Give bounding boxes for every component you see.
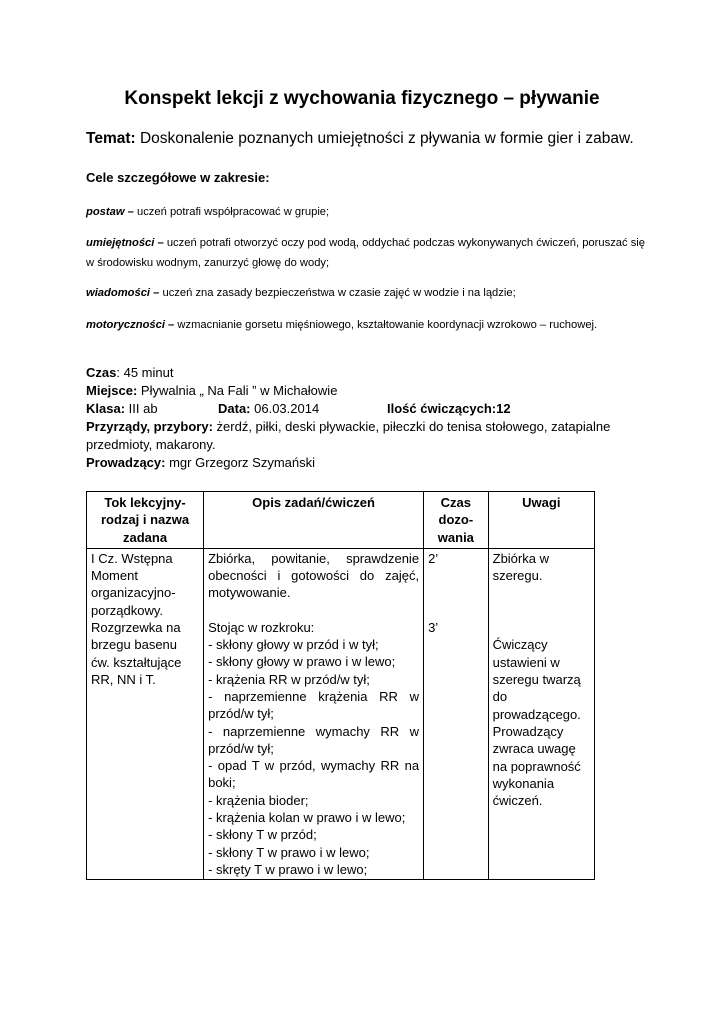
goal-key: wiadomości – — [86, 287, 160, 299]
place-label: Miejsce: — [86, 383, 138, 398]
class-value: III ab — [125, 401, 158, 416]
time-value: : 45 minut — [116, 365, 174, 380]
count-label: Ilość ćwiczących:12 — [387, 401, 511, 416]
goal-key: motoryczności – — [86, 319, 175, 331]
document-title: Konspekt lekcji z wychowania fizycznego – pływanie — [124, 88, 600, 109]
remarks-cell — [488, 548, 594, 879]
exercise-item: - opad T w przód, wymachy RR na boki; — [208, 758, 420, 791]
time-label: Czas — [86, 365, 117, 380]
exercise-item: - skręty T w prawo i w lewo; — [208, 861, 368, 877]
exercise-item: - krążenia bioder; — [208, 792, 309, 808]
teacher-label: Prowadzący: — [86, 455, 166, 470]
exercise-item: - krążenia kolan w prawo i w lewo; — [208, 810, 406, 826]
header-stage: Tok lekcyjny-rodzaj i nazwa zadana — [87, 492, 204, 549]
goal-knowledge — [86, 283, 646, 303]
exercise-item: - naprzemienne krążenia RR w przód/w tył; — [208, 688, 420, 722]
date-label: Data: — [218, 401, 251, 416]
info-teacher — [86, 454, 656, 472]
exercise-item: - naprzemienne wymachy RR w przód/w tył; — [208, 723, 420, 756]
stage-cell — [87, 548, 204, 879]
exercise-item: - skłony głowy w prawo i w lewo; — [208, 654, 396, 670]
remark-2: Ćwiczący ustawieni w szeregu twarzą do prowadzącego. Prowadzący zwraca uwagę na poprawność wykonania ćwiczeń. — [492, 637, 581, 809]
exercise-item: - skłony głowy w przód i w tył; — [208, 637, 379, 653]
remark-1: Zbiórka w szeregu. — [492, 550, 549, 584]
info-time — [86, 364, 656, 382]
lesson-topic — [86, 130, 686, 148]
header-description: Opis zadań/ćwiczeń — [204, 492, 424, 549]
goals-heading: Cele szczegółowe w zakresie: — [86, 170, 270, 185]
goal-key: umiejętności – — [86, 237, 164, 249]
class-cell — [86, 401, 158, 416]
goal-text: uczeń potrafi współpracować w grupie; — [136, 206, 330, 218]
time-2: 3’ — [428, 620, 439, 636]
place-value: Pływalnia „ Na Fali ” w Michałowie — [137, 383, 338, 398]
info-place — [86, 382, 656, 400]
desc-lead: Stojąc w rozkroku: — [208, 619, 315, 635]
time-cell — [424, 548, 489, 879]
goal-attitudes — [86, 202, 646, 222]
goal-skills — [86, 233, 646, 273]
class-label: Klasa: — [86, 401, 126, 416]
exercise-item: - skłony T w przód; — [208, 827, 317, 843]
goal-text: wzmacnianie gorsetu mięśniowego, kształtowanie koordynacji wzrokowo – ruchowej. — [177, 319, 598, 331]
stage-moment: Moment organizacyjno-porządkowy. — [91, 568, 176, 618]
info-class-date-count — [86, 400, 656, 418]
goal-text: uczeń potrafi otworzyć oczy pod wodą, oddychać podczas wykonywanych ćwiczeń, poruszać się w środowisku wodnym, zanurzyć głowę do wody; — [86, 237, 646, 269]
table-row — [87, 548, 595, 879]
lesson-plan-table — [86, 491, 595, 880]
goal-text: uczeń zna zasady bezpieczeństwa w czasie zajęć w wodzie i na lądzie; — [162, 287, 516, 299]
desc-gap — [208, 602, 419, 619]
time-1: 2’ — [428, 550, 439, 566]
goal-key: postaw – — [86, 206, 134, 218]
exercise-item: - krążenia RR w przód/w tył; — [208, 671, 370, 687]
table-header-row — [87, 492, 595, 549]
topic-text: Doskonalenie poznanych umiejętności z pływania w formie gier i zabaw. — [139, 130, 634, 147]
description-cell — [204, 548, 424, 879]
equipment-value: żerdź, piłki, deski pływackie, piłeczki do tenisa stołowego, zatapialne przedmioty, makarony. — [86, 419, 611, 452]
stage-warmup: Rozgrzewka na brzegu basenu ćw. kształtujące RR, NN i T. — [91, 620, 182, 687]
header-remarks: Uwagi — [488, 492, 594, 549]
goal-motor — [86, 315, 646, 335]
exercise-item: - skłony T w prawo i w lewo; — [208, 844, 370, 860]
info-equipment — [86, 418, 656, 454]
stage-part: I Cz. Wstępna — [91, 550, 173, 566]
header-time: Czas dozo-wania — [424, 492, 489, 549]
topic-label: Temat: — [86, 130, 136, 147]
date-value: 06.03.2014 — [250, 401, 320, 416]
lesson-info — [86, 364, 656, 472]
date-cell — [218, 400, 319, 418]
teacher-value: mgr Grzegorz Szymański — [165, 455, 316, 470]
equipment-label: Przyrządy, przybory: — [86, 419, 213, 434]
desc-intro: Zbiórka, powitanie, sprawdzenie obecności i gotowości do zajęć, motywowanie. — [208, 550, 420, 601]
